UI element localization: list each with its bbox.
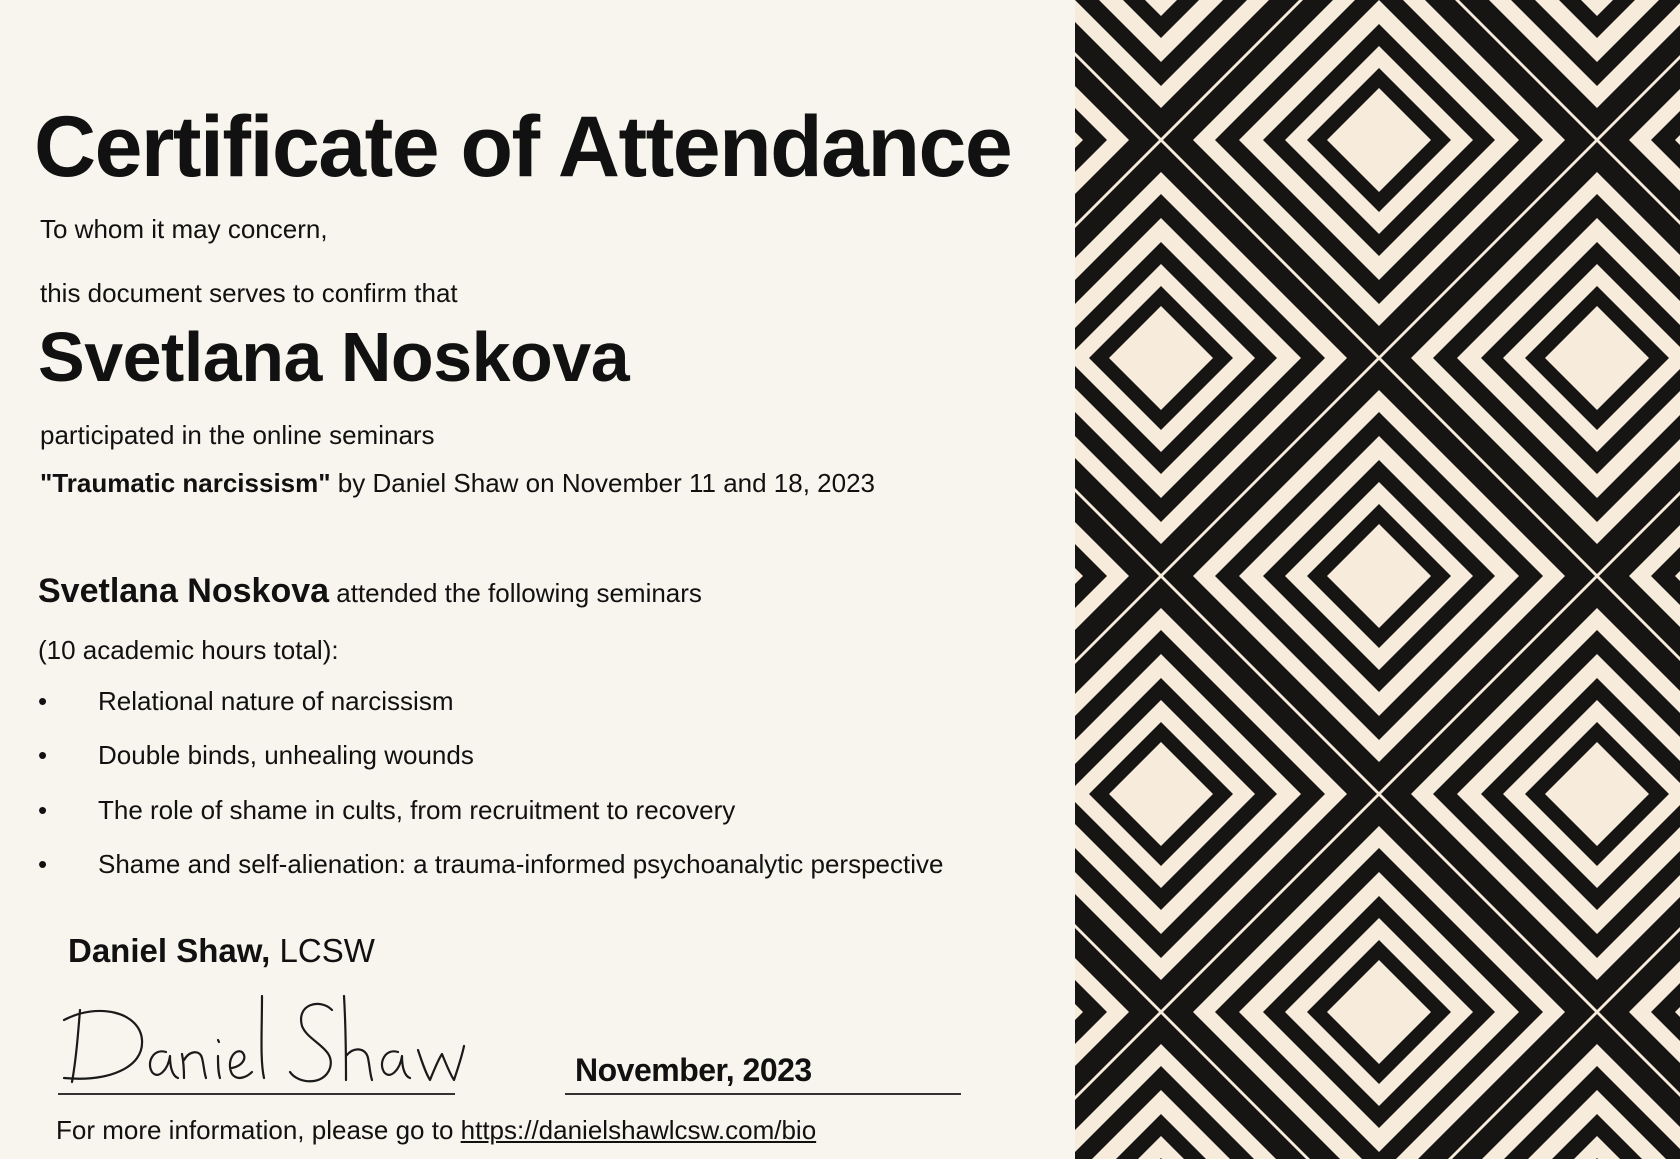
signer-credential: LCSW bbox=[270, 932, 375, 969]
bullet-icon: • bbox=[38, 740, 48, 771]
signer-name: Daniel Shaw, bbox=[68, 932, 271, 969]
date-line bbox=[565, 1093, 961, 1095]
greeting-line: To whom it may concern, bbox=[40, 214, 328, 244]
participant-name: Svetlana Noskova bbox=[38, 318, 630, 396]
hours-total: (10 academic hours total): bbox=[38, 635, 339, 665]
attended-text: attended the following seminars bbox=[329, 578, 702, 608]
seminar-title: "Traumatic narcissism" bbox=[40, 468, 331, 498]
signature-image bbox=[58, 990, 468, 1090]
seminar-item-text: Shame and self-alienation: a trauma-informed psychoanalytic perspective bbox=[98, 848, 944, 879]
seminar-line bbox=[40, 470, 875, 496]
certificate-date: November, 2023 bbox=[575, 1052, 812, 1088]
seminar-details: by Daniel Shaw on November 11 and 18, 2023 bbox=[330, 468, 876, 498]
decorative-diamond-pattern bbox=[1075, 0, 1680, 1159]
more-info-text: For more information, please go to bbox=[56, 1115, 461, 1145]
bullet-icon: • bbox=[38, 848, 48, 879]
bullet-icon: • bbox=[38, 794, 48, 825]
diamond-pattern-graphic bbox=[1075, 0, 1680, 1159]
attended-name: Svetlana Noskova bbox=[38, 572, 330, 610]
signature-line bbox=[58, 1093, 455, 1095]
seminar-item-text: The role of shame in cults, from recruitment to recovery bbox=[98, 794, 736, 825]
certificate-title: Certificate of Attendance bbox=[34, 99, 1012, 195]
seminar-item-text: Double binds, unhealing wounds bbox=[98, 740, 474, 771]
bio-link[interactable]: https://danielshawlcsw.com/bio bbox=[460, 1115, 817, 1145]
seminar-item-text: Relational nature of narcissism bbox=[98, 686, 454, 716]
participated-line: participated in the online seminars bbox=[40, 420, 435, 450]
more-info-line bbox=[56, 1117, 816, 1143]
signer-line bbox=[68, 934, 375, 967]
attended-line bbox=[38, 574, 702, 608]
bullet-icon: • bbox=[38, 686, 48, 716]
confirm-line: this document serves to confirm that bbox=[40, 278, 458, 308]
